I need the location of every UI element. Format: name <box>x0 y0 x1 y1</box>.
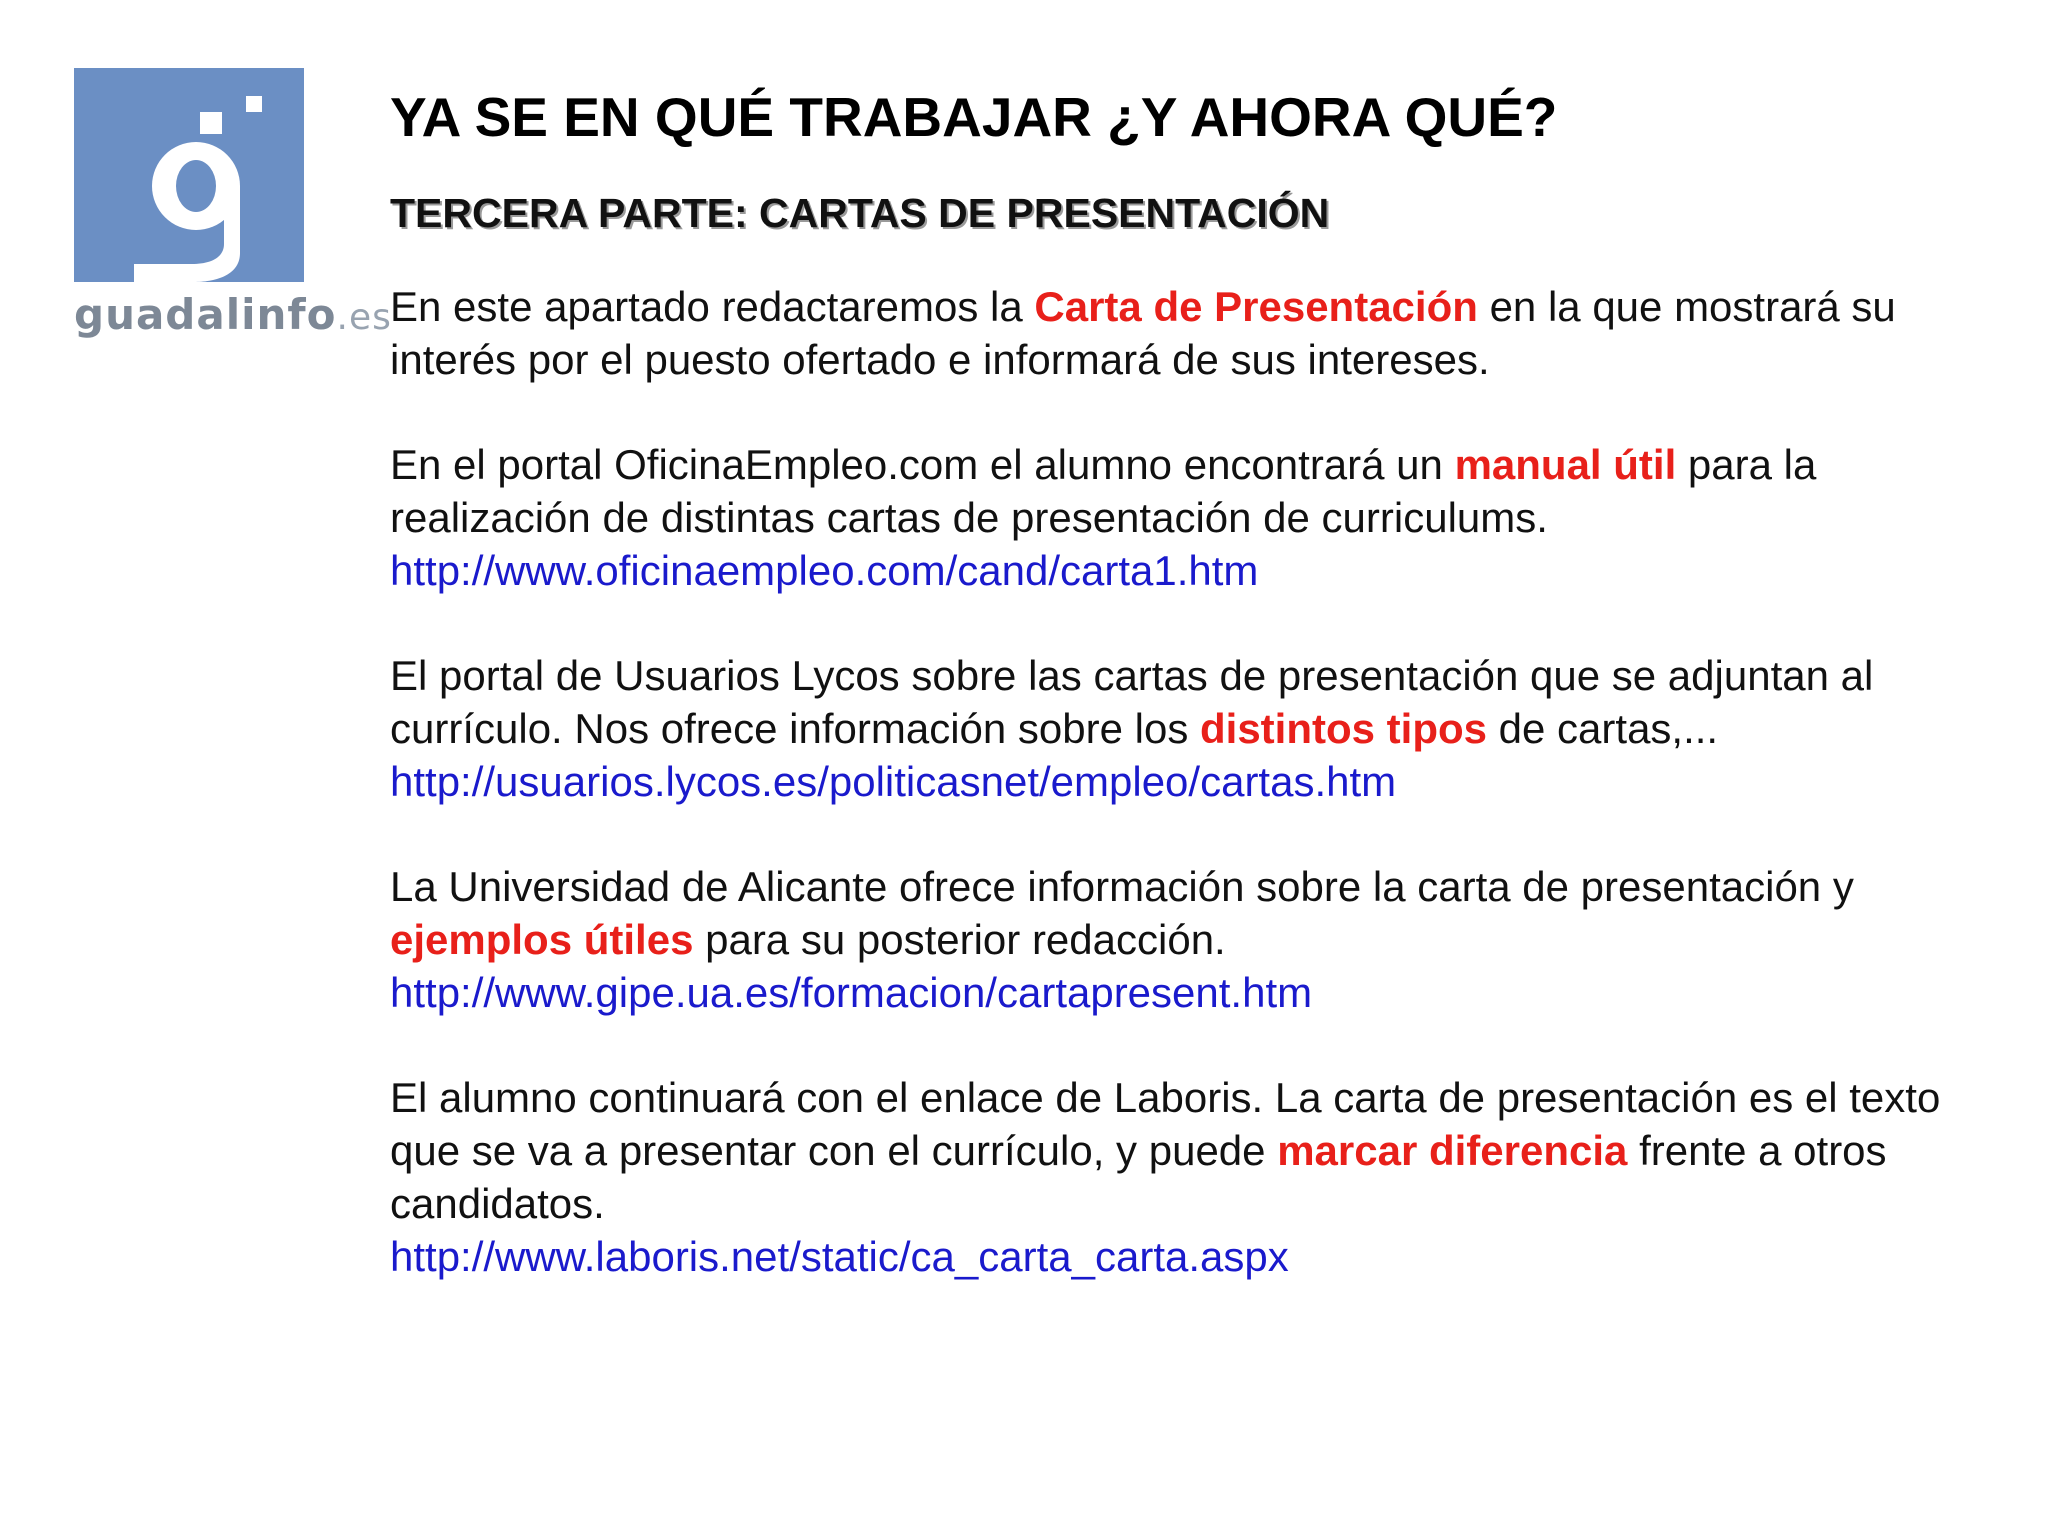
highlight-text: Carta de Presentación <box>1034 283 1478 330</box>
paragraph-laboris <box>390 1071 1990 1283</box>
paragraph-text: El alumno continuará con el enlace de Laboris. La carta de presentación es el texto que se va a presentar con el currículo, y puede <box>390 1074 1941 1174</box>
logo-brand-text: guadalinfo <box>74 290 337 339</box>
paragraph-text: El portal de Usuarios Lycos sobre las cartas de presentación que se adjuntan al currículo. Nos ofrece información sobre los <box>390 652 1874 752</box>
paragraph-alicante <box>390 860 1990 1019</box>
paragraph-text: frente a otros candidatos. <box>390 1127 1887 1227</box>
highlight-text: manual útil <box>1454 441 1677 488</box>
logo-tld-text: .es <box>336 297 392 338</box>
paragraph-lycos <box>390 649 1990 808</box>
guadalinfo-logo <box>74 68 392 339</box>
highlight-text: distintos tipos <box>1200 705 1487 752</box>
paragraph-text: La Universidad de Alicante ofrece información sobre la carta de presentación y <box>390 863 1854 910</box>
link-gipe-ua[interactable]: http://www.gipe.ua.es/formacion/cartapresent.htm <box>390 969 1313 1016</box>
paragraph-intro <box>390 280 1990 386</box>
paragraph-text: En el portal OficinaEmpleo.com el alumno encontrará un <box>390 441 1455 488</box>
guadalinfo-g-logo-icon <box>74 68 304 282</box>
link-oficinaempleo[interactable]: http://www.oficinaempleo.com/cand/carta1.htm <box>390 547 1259 594</box>
link-laboris[interactable]: http://www.laboris.net/static/ca_carta_carta.aspx <box>390 1233 1289 1280</box>
paragraph-text: En este apartado redactaremos la <box>390 283 1035 330</box>
highlight-text: marcar diferencia <box>1277 1127 1628 1174</box>
section-subtitle: TERCERA PARTE: CARTAS DE PRESENTACIÓN <box>390 190 1330 236</box>
paragraph-text: de cartas,... <box>1487 705 1719 752</box>
paragraph-text: en la que mostrará su interés por el puesto ofertado e informará de sus intereses. <box>390 283 1896 383</box>
link-lycos[interactable]: http://usuarios.lycos.es/politicasnet/empleo/cartas.htm <box>390 758 1397 805</box>
page-title: YA SE EN QUÉ TRABAJAR ¿Y AHORA QUÉ? <box>390 86 1558 148</box>
paragraph-text: para la realización de distintas cartas de presentación de curriculums. <box>390 441 1817 541</box>
logo-wordmark <box>74 290 392 339</box>
slide-content <box>390 82 1990 1335</box>
highlight-text: ejemplos útiles <box>390 916 694 963</box>
paragraph-oficinaempleo <box>390 438 1990 597</box>
paragraph-text: para su posterior redacción. <box>693 916 1226 963</box>
